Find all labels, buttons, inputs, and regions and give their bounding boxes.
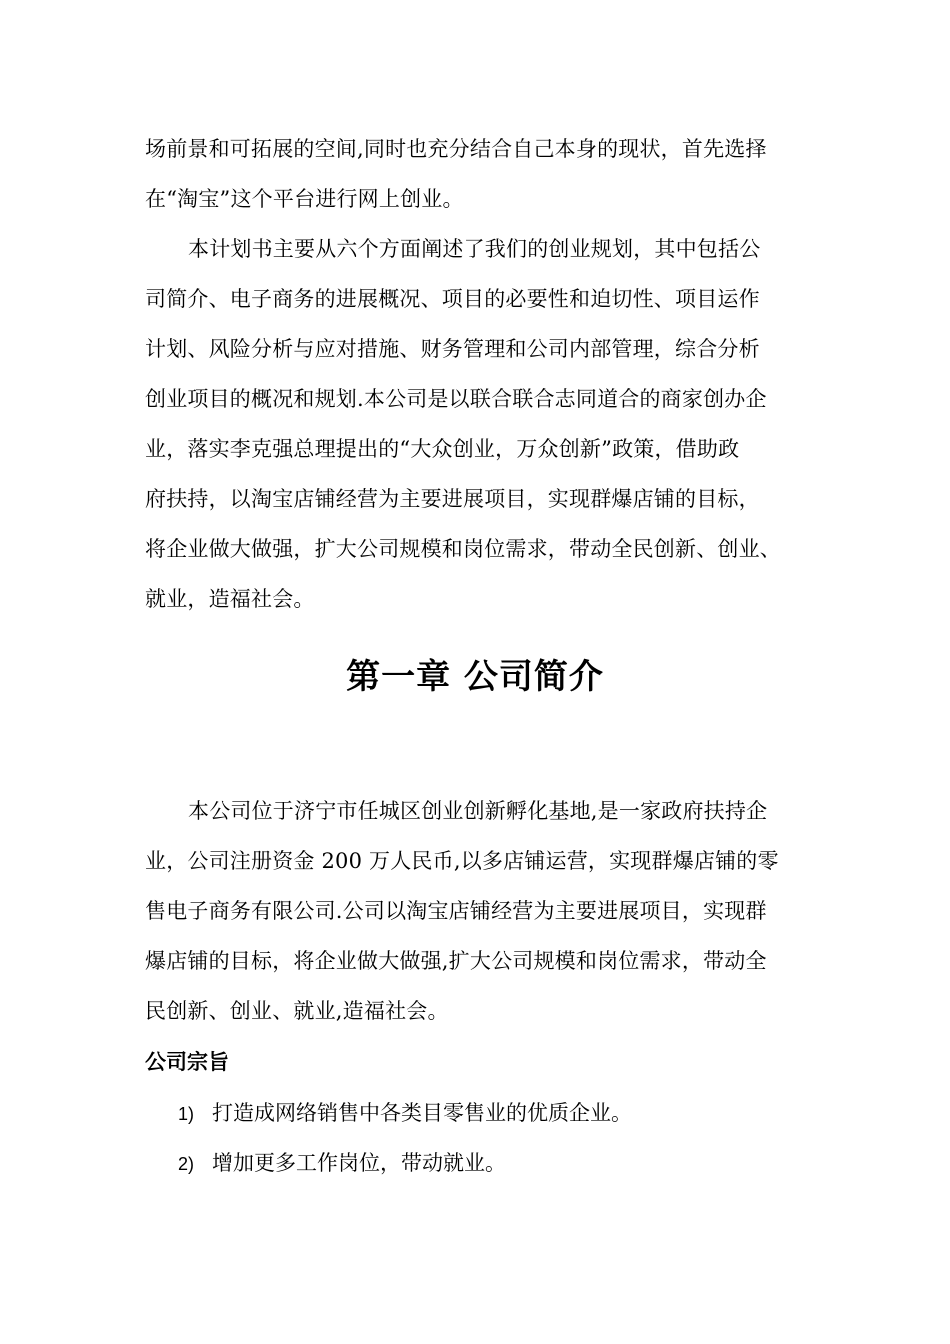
- chapter-title: 第一章 公司简介: [346, 657, 604, 697]
- text-line: 计划、风险分析与应对措施、财务管理和公司内部管理，综合分析: [145, 337, 760, 361]
- paragraph-intro-continued: [145, 124, 835, 224]
- list-item: [178, 1088, 828, 1138]
- list-item-text: 打造成网络销售中各类目零售业的优质企业。: [212, 1101, 632, 1125]
- text-line: 本计划书主要从六个方面阐述了我们的创业规划，其中包括公: [188, 237, 761, 261]
- text-line: 就业，造福社会。: [145, 587, 315, 611]
- text-line: 业，公司注册资金 200 万人民币,以多店铺运营，实现群爆店铺的零: [145, 849, 779, 873]
- text-line: 业，落实李克强总理提出的“大众创业，万众创新”政策，借助政: [145, 437, 740, 461]
- text-line: 将企业做大做强，扩大公司规模和岗位需求，带动全民创新、创业、: [145, 537, 781, 561]
- text-line: 爆店铺的目标，将企业做大做强,扩大公司规模和岗位需求，带动全: [145, 949, 767, 973]
- text-line: 在“淘宝”这个平台进行网上创业。: [145, 187, 464, 211]
- text-line: 本公司位于济宁市任城区创业创新孵化基地,是一家政府扶持企: [188, 799, 768, 823]
- list-item-number: 2): [178, 1154, 195, 1174]
- text-line: 场前景和可拓展的空间,同时也充分结合自己本身的现状，首先选择: [145, 137, 767, 161]
- list-item-number: 1): [178, 1104, 195, 1124]
- text-line: 府扶持，以淘宝店铺经营为主要进展项目，实现群爆店铺的目标，: [145, 487, 760, 511]
- section-heading: 公司宗旨: [145, 1050, 229, 1074]
- list-item-text: 增加更多工作岗位，带动就业。: [212, 1151, 506, 1175]
- text-line: 司简介、电子商务的进展概况、项目的必要性和迫切性、项目运作: [145, 287, 760, 311]
- text-line: 民创新、创业、就业,造福社会。: [145, 999, 449, 1023]
- text-line: 售电子商务有限公司.公司以淘宝店铺经营为主要进展项目，实现群: [145, 899, 767, 923]
- paragraph-plan-summary: [145, 224, 835, 624]
- purpose-list: [178, 1088, 828, 1188]
- paragraph-company-intro: [145, 786, 835, 1036]
- text-line: 创业项目的概况和规划.本公司是以联合联合志同道合的商家创办企: [145, 387, 767, 411]
- list-item: [178, 1138, 828, 1188]
